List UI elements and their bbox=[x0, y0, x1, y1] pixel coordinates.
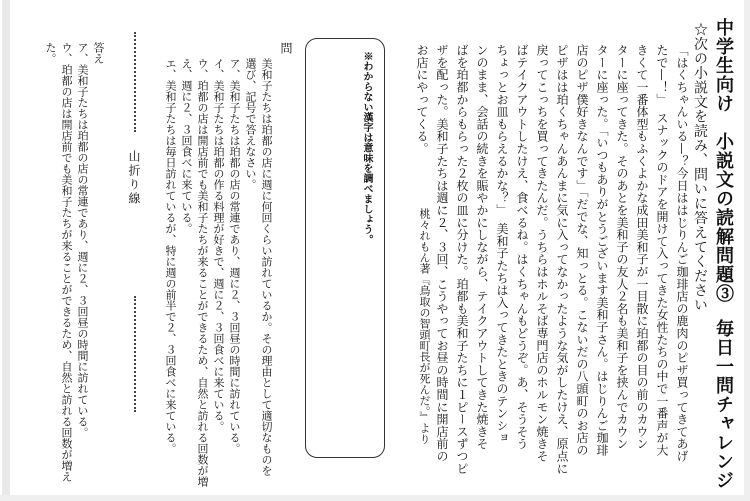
passage-line: ザを配った。美和子たちは週に２、３回、こうやってお昼の時間に開店前の bbox=[435, 44, 449, 463]
fold-line-dots-top bbox=[134, 32, 136, 132]
passage-line: たで—！」 スナックのドアを開けて入ってきた女性たちの中で一番声が大 bbox=[655, 44, 669, 457]
passage-line: きくて一番体型もふくよかな成田美和子が一目散に珀都の目の前のカウン bbox=[635, 44, 649, 450]
worksheet-title bbox=[710, 18, 736, 490]
passage-line: ばを珀都からもらった２枚の皿に分けた。珀都も美和子たちに１ピースずつピ bbox=[455, 44, 469, 475]
answer-line: た。 bbox=[44, 42, 57, 64]
question-line: え、週に２、３回食べに来ている。 bbox=[180, 58, 193, 234]
instruction: ☆次の小説文を読み、問いに答えてください bbox=[692, 22, 708, 312]
question-line: ア、美和子たちは珀都の店の常連であり、週に２、３回昼の時間に訪れている。 bbox=[228, 58, 241, 454]
passage-line: ターに座った。「いつもありがとうございます美和子さん。はじりんご珈琲 bbox=[595, 44, 609, 457]
fold-line-dots-bottom bbox=[134, 296, 136, 412]
question-line: 選び、記号で答えなさい。 bbox=[244, 58, 257, 190]
passage-line: 「はくちゃんいる—？今日ははじりんご珈琲店の鹿肉のピザ買ってきてあげ bbox=[675, 44, 689, 463]
passage-credit: 桃々れもん著『鳥取の智頭町長が死んだ。』より bbox=[418, 208, 431, 445]
answer-line: ア、美和子たちは珀都の店の常連であり、週に２、３回昼の時間に訪れている。 bbox=[76, 42, 89, 438]
title-main: 中学生向け 小説文の読解問題③ bbox=[713, 18, 734, 303]
kanji-note: ※わからない漢字は意味を調べましょう。 bbox=[361, 51, 372, 245]
passage-line: ピザはは珀くちゃんあんまに気に入ってなかったような気がしたけえ、原点に bbox=[555, 44, 569, 475]
left-page-edge bbox=[2, 0, 10, 501]
passage-line: 店のピザ僕好きなんです」「だでな、知っとる。こないだの八頭町のお店の bbox=[575, 44, 589, 457]
question-line: イ、美和子たちは珀都の作る料理が好きで、週に２、３回食べに来ている。 bbox=[212, 58, 225, 432]
question-line: エ、美和子たちは毎日訪れているが、特に週の前半で２、３回食べに来ている。 bbox=[164, 58, 177, 454]
note-box bbox=[305, 38, 385, 458]
question-line: 美和子たちは珀都の店に週に何回くらい訪れているか。その理由として適切なものを bbox=[260, 58, 273, 476]
passage-line: お店にやってくる。 bbox=[415, 44, 429, 155]
question-line: ウ、珀都の店は開店前でも美和子たちが来ることができるため、自然と訪れる回数が増 bbox=[196, 58, 209, 487]
answer-label: 答え bbox=[92, 42, 105, 64]
passage-line: ターに座ってきた。そのあとを美和子の友人２名も美和子を挟んでカウン bbox=[615, 44, 629, 450]
passage-line: 戻ってこっちを買ってきたんだ。うちらはホルそば専門店のホルモン焼きそ bbox=[535, 44, 549, 463]
fold-line-label: 山折り線 bbox=[127, 150, 141, 206]
question-label: 問 bbox=[279, 42, 293, 54]
answer-line: ウ、珀都の店は開店前でも美和子たちが来ることができるため、自然と訪れる回数が増え bbox=[60, 42, 73, 482]
bottom-page-edge bbox=[0, 495, 750, 501]
title-sub: 毎日一問チャレンジ bbox=[713, 319, 734, 490]
passage-line: ンのまま、会話の続きを賑やかにしながら、テイクアウトしてきた焼きそ bbox=[475, 44, 489, 450]
right-page-edge bbox=[744, 0, 750, 501]
passage-line: ちょっとお皿もらえるかな？」 美和子たちは入ってきたときのテンショ bbox=[495, 44, 509, 444]
passage-line: ばテイクアウトしたけえ、食べるね。はくちゃんもどうぞ。あ、そうそう bbox=[515, 44, 529, 450]
